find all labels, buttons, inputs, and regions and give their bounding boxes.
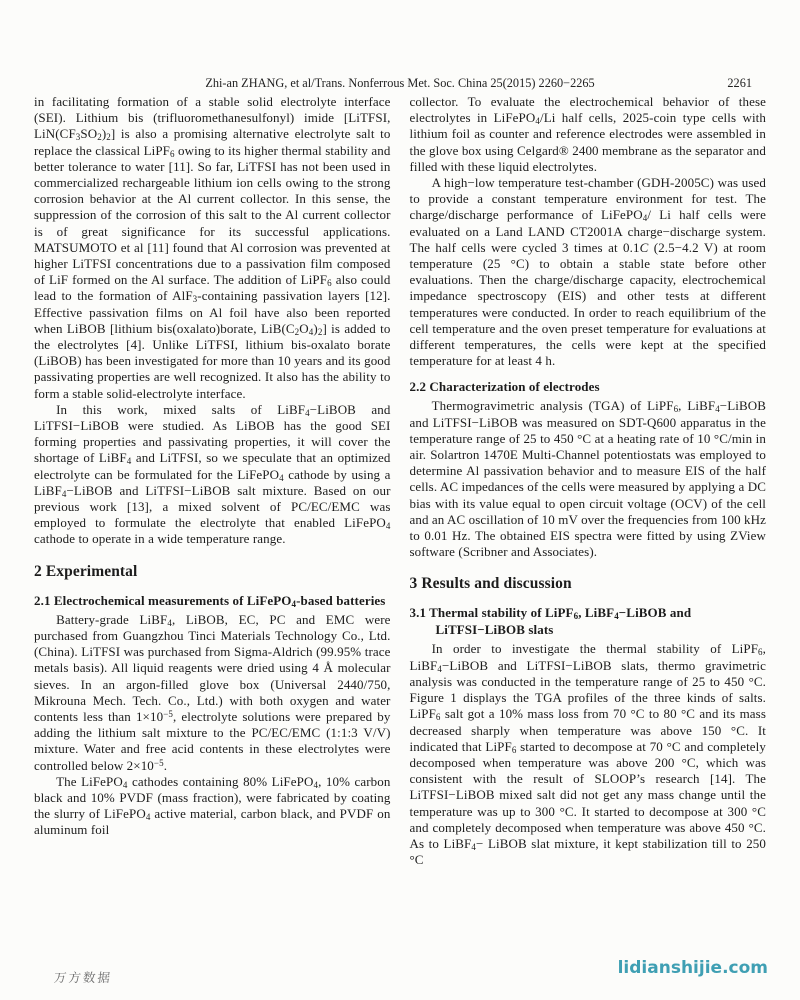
two-column-body (34, 94, 766, 868)
section-heading-experimental: 2 Experimental (34, 562, 138, 580)
paragraph-thermal-stability: In order to investigate the thermal stability of LiPF$_6$, LiBF$_4$−LiBOB and LiTFSI−LiBOB slats, thermo gravimetric analysis was conducted in the temperature range of 25 to 450 °C. Figure 1 displays the TGA profiles of the three kinds of salts. LiPF$_6$ salt got a 10% mass loss from 70 °C to 80 °C and its mass decreased sharply when temperature was above 150 °C. It indicated that LiPF$_6$ started to decompose at 70 °C and completely decomposed when temperature was above 200 °C, which was consistent with the result of SLOOP’s research [14]. The LiTFSI−LiBOB mixed salt did not get any mass change until the temperature was up to 300 °C. It started to decompose at 300 °C and completely decomposed when temperature was above 450 °C. As to LiBF$_4$− LiBOB slat mixture, it kept stabilization till to 250 °C (409, 641, 766, 868)
paragraph-test-chamber: A high−low temperature test-chamber (GDH-2005C) was used to provide a constant temperature environment for test. The charge/discharge performance of LiFePO$_4$/ Li half cells were evaluated on a Land LAND CT2001A charge−discharge system. The half cells were cycled 3 times at 0.1C (2.5−4.2 V) at room temperature (25 °C) to obtain a stable state before other evaluations. Then the charge/discharge capacity, electrochemical impedance spectroscopy (EIS) and other tests at different temperatures were conducted. In order to reach equilibrium of the cell temperature and the oven preset temperature for evaluations at different temperatures, the cells were kept at the specified temperature for at least 4 h. (409, 175, 766, 369)
wanfang-data-stamp: 万方数据 (53, 971, 113, 985)
subsection-heading-2-1: 2.1 Electrochemical measurements of LiFePO$_4$-based batteries (34, 592, 386, 609)
paragraph-this-work: In this work, mixed salts of LiBF$_4$−LiBOB and LiTFSI−LiBOB were studied. As LiBOB has the good SEI forming properties and passivating properties, it will cover the shortage of LiBF$_4$ and LiTFSI, so we speculate that an optimized electrolyte can be formulated for the LiFePO$_4$ cathode by using a LiBF$_4$−LiBOB and LiTFSI−LiBOB salt mixture. Based on our previous work [13], a mixed solvent of PC/EC/EMC was employed to formulate the electrolyte that enabled LiFePO$_4$ cathode to operate in a wide temperature range. (34, 401, 391, 547)
subsection-heading-2-2: 2.2 Characterization of electrodes (409, 379, 600, 395)
subsection-heading-3-1: 3.1 Thermal stability of LiPF$_6$, LiBF$_4$−LiBOB and LiTFSI−LiBOB slats (409, 605, 692, 638)
paragraph-intro-continuation: in facilitating formation of a stable solid electrolyte interface (SEI). Lithium bis (trifluoromethanesulfonyl) imide [LiTFSI, $LiN(CF_3SO_2)_2$] is also a promising alternative electrolyte salt to replace the classical LiPF$_6$ owing to its higher thermal stability and better tolerance to water [11]. So far, LiTFSI has not been used in commercialized rechargeable lithium ion cells owing to the strong corrosion behavior at the Al current collector. In this sense, the suppression of the corrosion of this salt to the Al current collector is of great significance for its successful applications. MATSUMOTO et al [11] found that Al corrosion was prevented at higher LiTFSI concentrations due to a passivation film composed of LiF formed on the Al surface. The addition of LiPF$_6$ also could lead to the formation of AlF$_3$-containing passivation layers [12]. Effective passivation films on Al foil have also been reported when LiBOB [lithium bis(oxalato)borate, $LiB(C_2O_4)_2$] is added to the electrolytes [4]. Unlike LiTFSI, lithium bis-oxalato borate (LiBOB) has been investigated for more than 10 years and its good passivating properties are well recognized. It also has the ability to form a stable solid-electrolyte interface. (34, 94, 391, 401)
paragraph-cathodes: The LiFePO$_4$ cathodes containing 80% LiFePO$_4$, 10% carbon black and 10% PVDF (mass fraction), were fabricated by coating the slurry of LiFePO$_4$ active material, carbon black, and PVDF on aluminum foil (34, 773, 391, 838)
left-column (34, 94, 391, 868)
paragraph-tga: Thermogravimetric analysis (TGA) of LiPF$_6$, LiBF$_4$−LiBOB and LiTFSI−LiBOB was measured on SDT-Q600 apparatus in the temperature range of 25 to 450 °C at a heating rate of 10 °C/min in air. Solartron 1470E Multi-Channel potentiostats was employed to determine Al passivation behavior and to measure EIS of the half cells. AC impedances of the cells were measured by applying a DC bias with its value equal to open circuit voltage (OCV) of the cell and an AC oscillation of 10 mV over the frequencies from 100 kHz to 0.01 Hz. The obtained EIS spectra were fitted by using ZView software (Scribner and Associates). (409, 398, 767, 560)
lidianshijie-watermark: lidianshijie.com (617, 958, 768, 978)
paragraph-battery-grade: Battery-grade LiBF$_4$, LiBOB, EC, PC and EMC were purchased from Guangzhou Tinci Materials Technology Co., Ltd. (China). LiTFSI was purchased from Sigma-Aldrich (99.95% trace metals basis). All liquid reagents were dried using 4 Å molecular sieves. In an argon-filled glove box (Universal 2440/750, Mikrouna Mech. Tech. Co., Ltd.) with both oxygen and water contents less than $1\times 10^{-5}$, electrolyte solutions were prepared by adding the lithium salt mixture to the PC/EC/EMC (1:1:3 V/V) mixture. Water and free acid contents in these electrolytes were controlled below $2\times 10^{-5}$. (34, 611, 391, 773)
running-title: Zhi-an ZHANG, et al/Trans. Nonferrous Met. Soc. China 25(2015) 2260−2265 (205, 76, 595, 90)
right-column (410, 94, 767, 868)
running-head (34, 76, 766, 91)
paragraph-collector-continuation: collector. To evaluate the electrochemical behavior of these electrolytes in LiFePO$_4$/Li half cells, 2025-coin type cells with lithium foil as counter and reference electrodes were assembled in the glove box using Celgard® 2400 membrane as the separator and filled with these liquid electrolytes. (409, 94, 766, 174)
section-heading-results: 3 Results and discussion (409, 575, 572, 593)
page-number: 2261 (727, 76, 752, 90)
